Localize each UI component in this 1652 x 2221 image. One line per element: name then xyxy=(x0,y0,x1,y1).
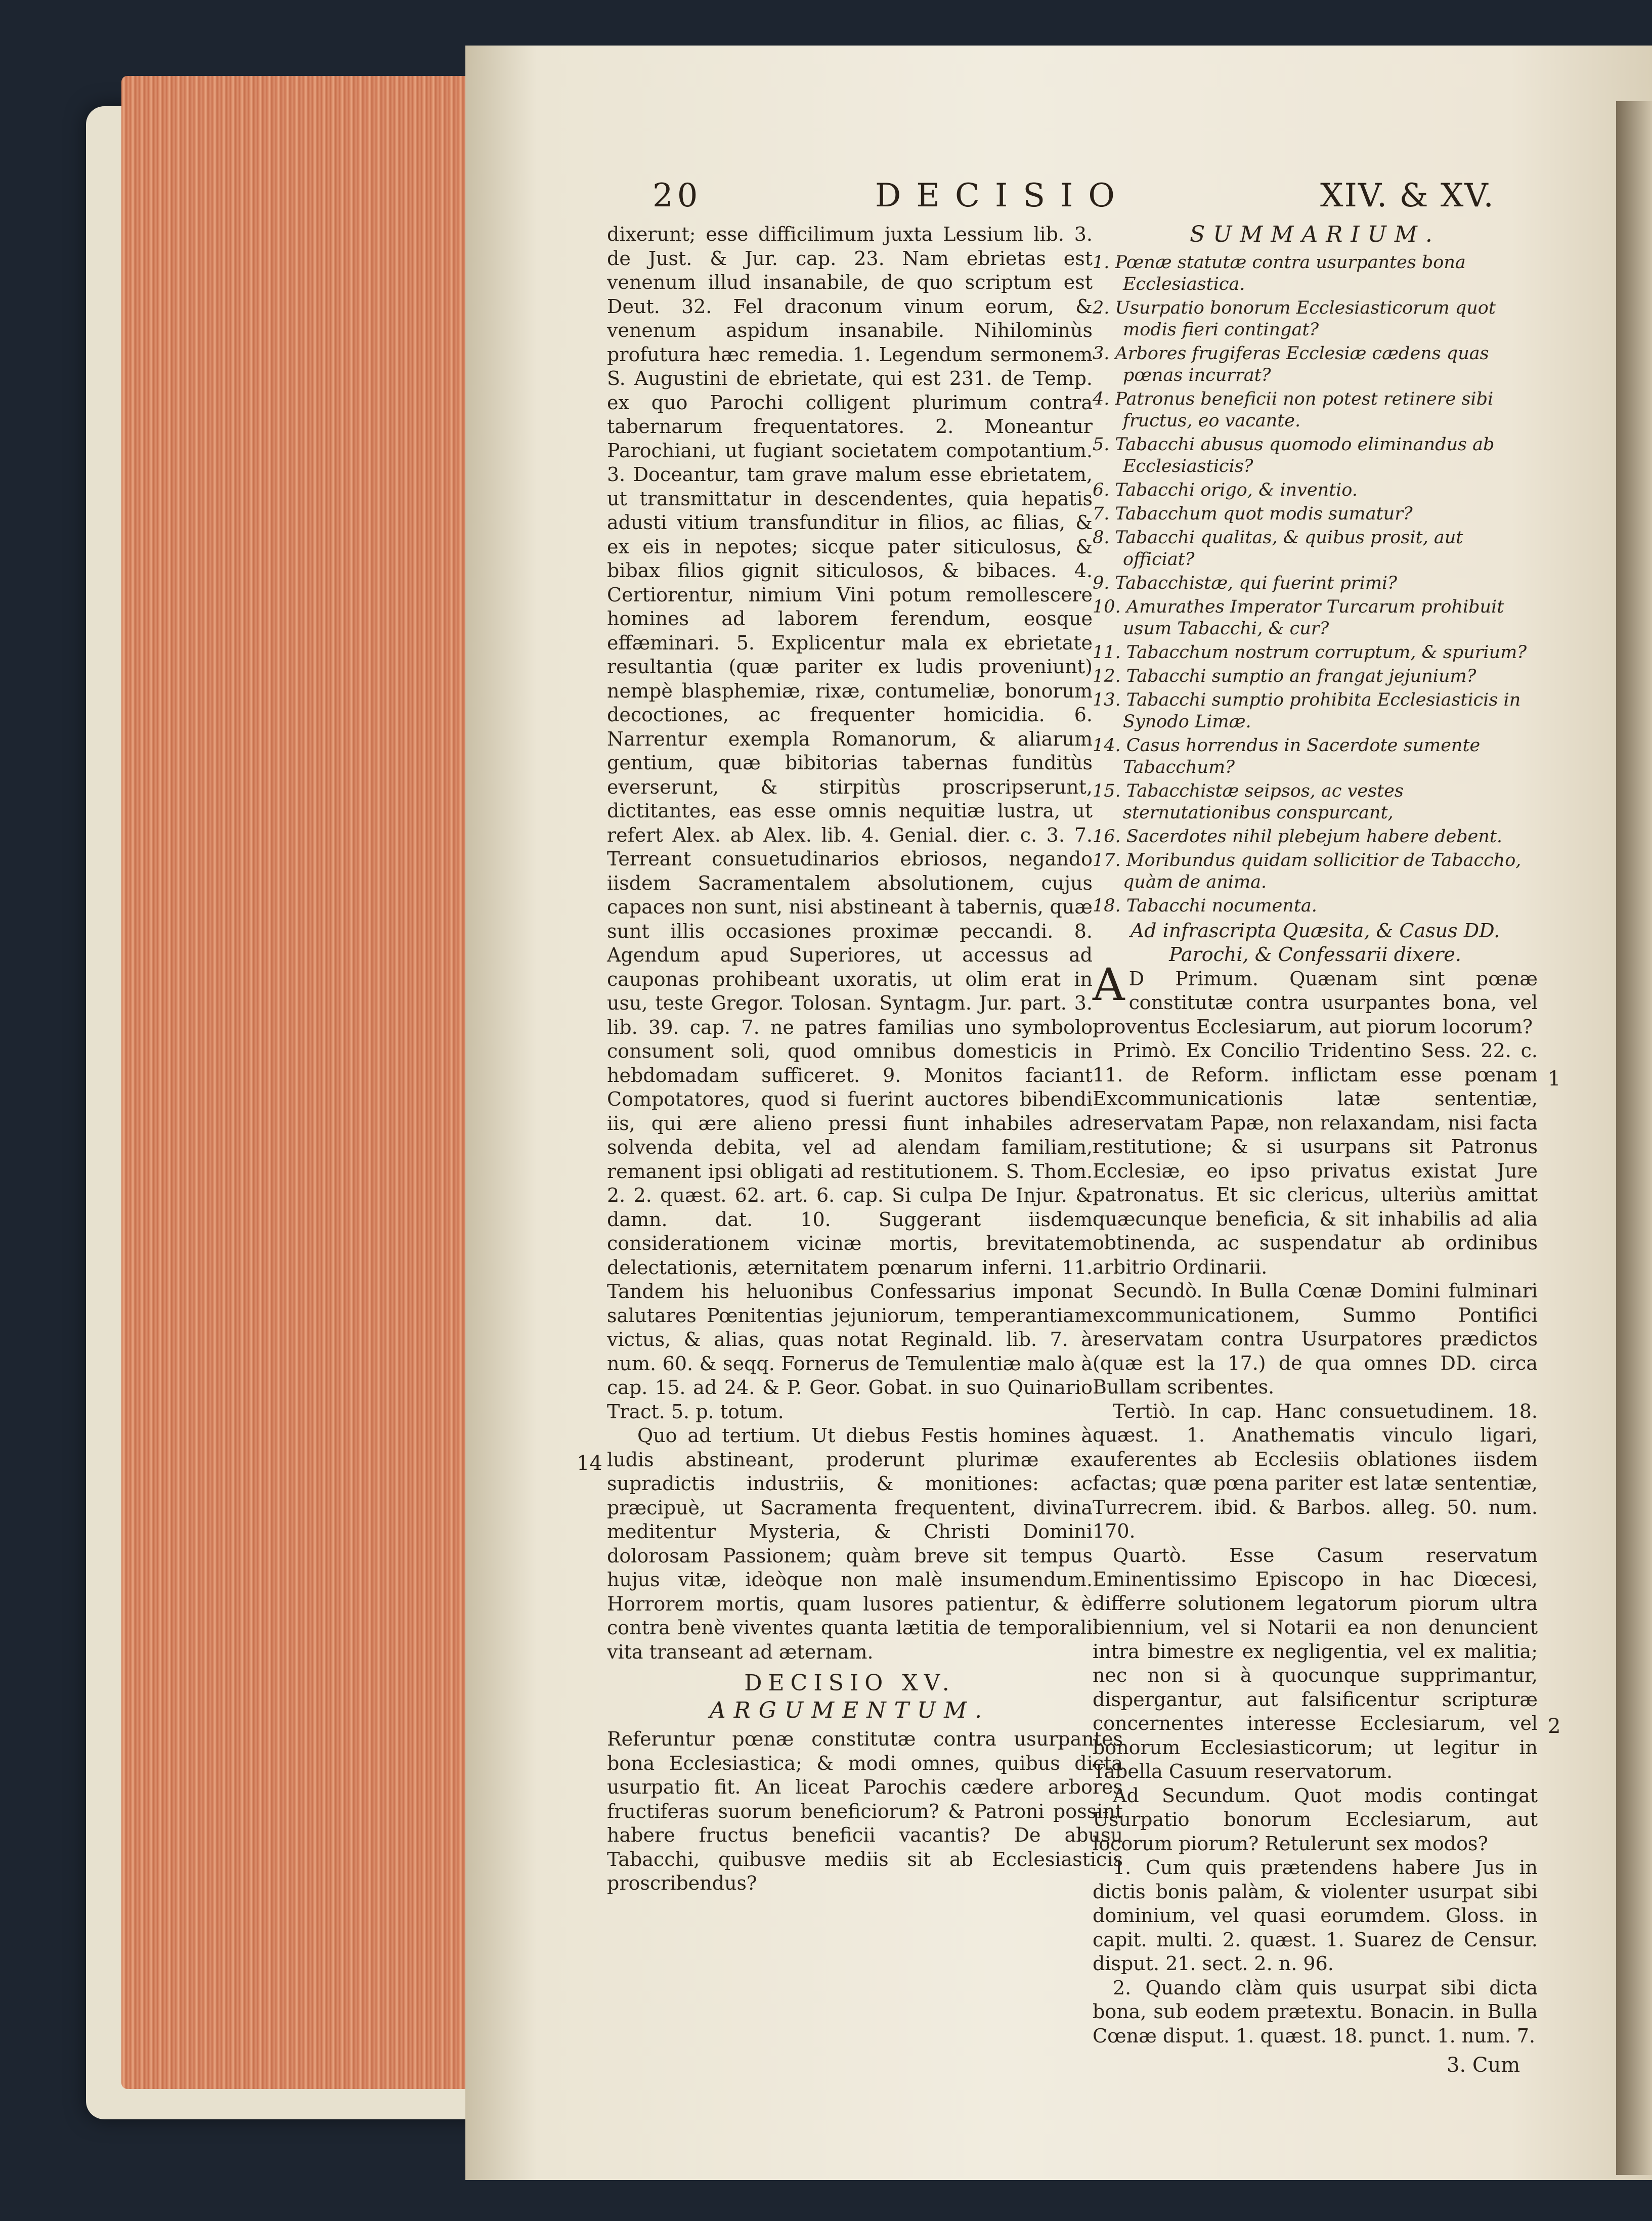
facing-page-edge xyxy=(1616,101,1652,2175)
summarium-item: 14. Casus horrendus in Sacerdote sumente Tabacchum? xyxy=(1093,735,1481,777)
left-paragraph: dixerunt; esse difficilimum juxta Lessium lib. 3. de Just. & Jur. cap. 23. Nam ebrietas est venenum illud insanabile, de quo scriptum est Deut. 32. Fel draconum vinum eorum, & venenum aspidum insanabile. Nihilominùs profutura hæc remedia. 1. Legendum sermonem S. Augustini de ebrietate, qui est 231. de Temp. ex quo Parochi colligent plurimum contra tabernarum frequentatores. 2. Moneantur Parochiani, ut fugiant societatem compotantium. 3. Doceantur, tam grave malum esse ebrietatem, ut transmittatur in descendentes, quia hepatis adusti vitium transfunditur in filios, ac filias, & ex eis in nepotes; sicque pater siticulosus, & bibax filios gignit siticulosos, & bibaces. 4. Certiorentur, nimium Vini potum remollescere homines ad laborem ferendum, eosque effæminari. 5. Explicentur mala ex ebrietate resultantia (quæ pariter ex ludis proveniunt) nempè blasphemiæ, rixæ, contumeliæ, bonorum decoctiones, ac frequenter homicidia. 6. Narrentur exempla Romanorum, & aliarum gentium, quæ bibitorias tabernas funditùs everserunt, & stirpitùs proscripserunt, dictitantes, eas esse omnis nequitiæ lustra, ut refert Alex. ab Alex. lib. 4. Genial. dier. c. 3. 7. Terreant consuetudinarios ebriosos, negando iisdem Sacramentalem absolutionem, cujus capaces non sunt, nisi abstineant à tabernis, quæ sunt illis occasiones proximæ peccandi. 8. Agendum apud Superiores, ut accessus ad cauponas prohibeant uxoratis, ut olim erat in usu, teste Gregor. Tolosan. Syntagm. Jur. part. 3. lib. 39. cap. 7. ne patres familias uno symbolo consument soli, quod omnibus domesticis in hebdomadam sufficeret. 9. Monitos faciant Compotatores, quod si fuerint auctores bibendi iis, qui ære alieno pressi fiunt inhabiles ad solvenda debita, vel ad alendam familiam, remanent ipsi obligati ad restitutionem. S. Thom. 2. 2. quæst. 62. art. 6. cap. Si culpa De Injur. & damn. dat. 10. Suggerant iisdem considerationem vicinæ mortis, brevitatem delectationis, æternitatem pœnarum inferni. 11. Tandem his heluonibus Confessarius imponat salutares Pœnitentias jejuniorum, temperantiam victus, & alias, quas notat Reginald. lib. 7. à num. 60. & seqq. Fornerus de Temulentiæ malo à cap. 15. ad 24. & P. Geor. Gobat. in suo Quinario Tract. 5. p. totum. xyxy=(607,223,1093,1423)
left-paragraph: Quo ad tertium. Ut diebus Festis homines à ludis abstineant, proderunt plurimæ ex supradictis industriis, & monitiones: ac præcipuè, ut Sacramenta frequentent, divina meditentur Mysteria, & Christi Domini dolorosam Passionem; quàm breve sit tempus hujus vitæ, ideòque non malè insumendum. Horrorem mortis, quam lusores patientur, & è contra benè viventes quanta lætitia de temporali vita transeant ad æternam. xyxy=(607,1424,1093,1663)
running-title: DECISIO xyxy=(875,177,1130,214)
right-paragraph: Quartò. Esse Casum reservatum Eminentissimo Episcopo in hac Diœcesi, differre solutionem legatorum piorum ultra biennium, vel si Notarii ea non denuncient intra bimestre ex negligentia, vel ex malitia; nec non si à quocunque supprimantur, dispergantur, aut falsificentur scripturæ concernentes interesse Ecclesiarum, vel bonorum Ecclesiasticorum; ut legitur in Tabella Casuum reservatorum. xyxy=(1093,1544,1538,1782)
quaesita-intro: Ad infrascripta Quæsita, & Casus DD. Parochi, & Confessarii dixere. xyxy=(1130,919,1500,966)
catchword: 3. Cum xyxy=(1447,2054,1520,2077)
first-question: D Primum. Quænam sint pœnæ constitutæ contra usurpantes bona, vel proventus Ecclesiarum, aut piorum locorum? xyxy=(1093,967,1538,1038)
margin-number: 2 xyxy=(1548,1715,1561,1738)
right-paragraph xyxy=(1093,958,1538,1039)
summarium-item: 11. Tabacchum nostrum corruptum, & spurium? xyxy=(1093,642,1527,663)
summarium-item: 18. Tabacchi nocumenta. xyxy=(1093,895,1317,916)
summarium-item: 1. Pœnæ statutæ contra usurpantes bona Ecclesiastica. xyxy=(1093,252,1466,294)
summarium-item: 12. Tabacchi sumptio an frangat jejunium? xyxy=(1093,666,1476,686)
left-column xyxy=(607,223,1123,1896)
drop-cap: A xyxy=(1093,958,1125,1011)
summarium-list xyxy=(1093,252,1538,917)
fore-edge-pages xyxy=(121,76,475,2089)
summarium-item: 4. Patronus beneficii non potest retinere sibi fructus, eo vacante. xyxy=(1093,388,1494,431)
margin-number: 1 xyxy=(1548,1067,1561,1091)
running-head xyxy=(653,177,1495,223)
right-paragraph: Primò. Ex Concilio Tridentino Sess. 22. c. 11. de Reform. inflictam esse pœnam Excommunicationis latæ sententiæ, reservatam Papæ, non relaxandam, nisi facta restitutione; & si usurpans sit Patronus Ecclesiæ, eo ipso privatus existat Jure patronatus. Et sic clericus, ulteriùs amittat quæcunque beneficia, & sit inhabilis ad alia obtinenda, ac suspendatur ab ordinibus arbitrio Ordinarii. xyxy=(1093,1039,1538,1278)
summarium-item: 16. Sacerdotes nihil plebejum habere debent. xyxy=(1093,826,1503,847)
right-paragraph: 2. Quando clàm quis usurpat sibi dicta bona, sub eodem prætextu. Bonacin. in Bulla Cœnæ disput. 1. quæst. 18. punct. 1. num. 7. xyxy=(1093,1976,1538,2047)
right-paragraph: Secundò. In Bulla Cœnæ Domini fulminari excommunicationem, Summo Pontifici reservatam contra Usurpatores prædictos (quæ est la 17.) de qua omnes DD. circa Bullam scribentes. xyxy=(1093,1280,1538,1398)
summarium-item: 15. Tabacchistæ seipsos, ac vestes sternutationibus conspurcant, xyxy=(1093,780,1404,823)
right-paragraph: 1. Cum quis prætendens habere Jus in dictis bonis palàm, & violenter usurpat sibi dominium, vel quasi eorumdem. Gloss. in capit. multi. 2. quæst. 1. Suarez de Censur. disput. 21. sect. 2. n. 96. xyxy=(1093,1856,1538,1975)
summarium-item: 6. Tabacchi origo, & inventio. xyxy=(1093,480,1358,500)
summarium-item: 10. Amurathes Imperator Turcarum prohibuit usum Tabacchi, & cur? xyxy=(1093,596,1504,639)
page-number: 20 xyxy=(653,177,702,214)
right-column xyxy=(1093,223,1538,2048)
summarium-item: 3. Arbores frugiferas Ecclesiæ cædens quas pœnas incurrat? xyxy=(1093,343,1489,385)
summarium-item: 13. Tabacchi sumptio prohibita Ecclesiasticis in Synodo Limæ. xyxy=(1093,689,1521,732)
summarium-item: 8. Tabacchi qualitas, & quibus prosit, aut officiat? xyxy=(1093,527,1463,570)
summarium-item: 2. Usurpatio bonorum Ecclesiasticorum quot modis fieri contingat? xyxy=(1093,297,1496,340)
right-paragraph: Tertiò. In cap. Hanc consuetudinem. 18. quæst. 1. Anathematis vinculo ligari, auferentes ab Ecclesiis oblationes iisdem factas; quæ pœna pariter est latæ sententiæ, Turrecrem. ibid. & Barbos. alleg. 50. num. 170. xyxy=(1093,1400,1538,1542)
summarium-item: 17. Moribundus quidam sollicitior de Tabaccho, quàm de anima. xyxy=(1093,850,1521,892)
running-subtitle: XIV. & XV. xyxy=(1320,177,1495,214)
summarium-item: 7. Tabacchum quot modis sumatur? xyxy=(1093,503,1413,524)
summarium-heading: SUMMARIUM. xyxy=(1190,222,1441,247)
decisio-heading: DECISIO XV. xyxy=(744,1670,955,1696)
argumentum-text: Referuntur pœnæ constitutæ contra usurpantes bona Ecclesiastica; & modi omnes, quibus dicta usurpatio fit. An liceat Parochis cædere arbores fructiferas suorum beneficiorum? & Patroni possint habere fructus beneficii vacantis? De abusu Tabacchi, quibusve mediis sit ab Ecclesiasticis proscribendus? xyxy=(607,1728,1123,1894)
summarium-item: 5. Tabacchi abusus quomodo eliminandus ab Ecclesiasticis? xyxy=(1093,434,1495,476)
right-paragraph: Ad Secundum. Quot modis contingat Usurpatio bonorum Ecclesiarum, aut locorum piorum? Retulerunt sex modos? xyxy=(1093,1784,1538,1855)
summarium-item: 9. Tabacchistæ, qui fuerint primi? xyxy=(1093,573,1398,593)
argumentum-heading: ARGUMENTUM. xyxy=(709,1697,990,1723)
margin-number: 14 xyxy=(577,1452,602,1475)
